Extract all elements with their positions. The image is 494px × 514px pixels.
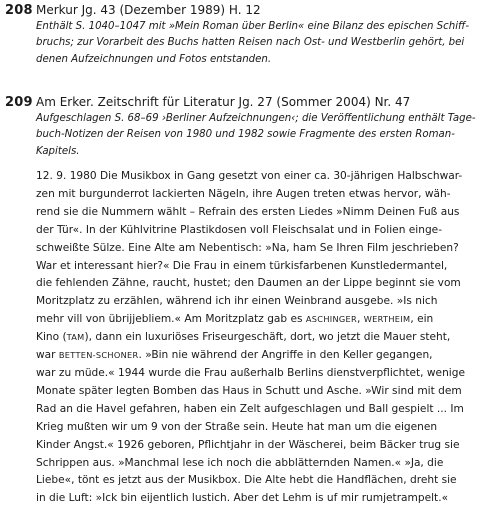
entry-number: 209 bbox=[5, 95, 33, 110]
small-caps-name: BETTEN-SCHONER bbox=[58, 350, 139, 361]
annotation-line: Aufgeschlagen S. 68–69 ›Berliner Aufzeichnungen‹; die Veröffentlichung enthält Tage- bbox=[36, 113, 476, 124]
text-line: in die Luft: »Ick bin eijentlich lustich. Aber det Lehm is uf mir rumjetrampelt.« bbox=[36, 492, 449, 505]
text-line: der Tür«. In der Kühlvitrine Plastikdosen voll Fleischsalat und in Folien einge- bbox=[36, 223, 443, 236]
text-line: Krieg mußten wir um 9 von der Straße sein. Heute hat man um die eigenen bbox=[36, 420, 438, 433]
text-line: schweißte Sülze. Eine Alte am Nebentisch: »Na, ham Se Ihren Film jeschrieben? bbox=[36, 241, 459, 254]
text-line: Kino (TAM), dann ein luxuriöses Friseurgeschäft, dort, wo jetzt die Mauer steht, bbox=[36, 331, 451, 344]
entry-title: Merkur Jg. 43 (Dezember 1989) H. 12 bbox=[36, 3, 261, 17]
entry-title: Am Erker. Zeitschrift für Literatur Jg. 27 (Sommer 2004) Nr. 47 bbox=[36, 95, 411, 109]
text-line: mehr vill von übrijjebliem.« Am Moritzplatz gab es ASCHINGER, WERTHEIM, ein bbox=[36, 313, 434, 326]
small-caps-name: WERTHEIM bbox=[363, 314, 411, 325]
text-line: Moritzplatz zu erzählen, während ich ihr einen Weinbrand ausgebe. »Is nich bbox=[36, 295, 438, 308]
text-line: Liebe«, tönt es jetzt aus der Musikbox. Die Alte hebt die Handflächen, dreht sie bbox=[36, 474, 457, 487]
text-line: Rad an die Havel gefahren, haben ein Zelt aufgeschlagen und Ball gespielt ... Im bbox=[36, 402, 464, 415]
text-line: war BETTEN-SCHONER. »Bin nie während der Angriffe in den Keller gegangen, bbox=[36, 349, 433, 362]
text-line: war zu müde.« 1944 wurde die Frau außerhalb Berlins dienstverpflichtet, wenige bbox=[36, 366, 465, 379]
annotation-line: denen Aufzeichnungen und Fotos entstanden. bbox=[36, 53, 272, 65]
text-line: Schrippen aus. »Manchmal lese ich noch die abblätternden Namen.« »Ja, die bbox=[36, 456, 444, 469]
text-line: 12. 9. 1980 Die Musikbox in Gang gesetzt von einer ca. 30-jährigen Halbschwar- bbox=[36, 170, 463, 182]
annotation-line: Kapitels. bbox=[36, 145, 80, 157]
text-line: zen mit burgunderrot lackierten Nägeln, ihre Augen treten etwas hervor, wäh- bbox=[36, 187, 451, 200]
small-caps-name: ASCHINGER bbox=[305, 314, 358, 325]
text-line: rend sie die Nummern wählt – Refrain des ersten Liedes »Nimm Deinen Fuß aus bbox=[36, 205, 460, 218]
entry-annotation bbox=[36, 111, 482, 160]
annotation-line: Enthält S. 1040–1047 mit »Mein Roman über Berlin« eine Bilanz des epischen Schiff- bbox=[36, 21, 470, 32]
annotation-line: bruchs; zur Vorarbeit des Buchs hatten Reisen nach Ost- und Westberlin gehört, bei bbox=[36, 37, 465, 49]
small-caps-name: TAM bbox=[66, 332, 85, 343]
annotation-line: buch-Notizen der Reisen von 1980 und 1982 sowie Fragmente des ersten Roman- bbox=[36, 129, 455, 141]
text-line: die fehlenden Zähne, raucht, hustet; den Daumen an der Lippe beginnt sie vom bbox=[36, 277, 461, 290]
text-line: Kinder Angst.« 1926 geboren, Pflichtjahr in der Wäscherei, beim Bäcker trug sie bbox=[36, 438, 460, 451]
text-line: War et interessant hier?« Die Frau in einem türkisfarbenen Kunstledermantel, bbox=[36, 259, 448, 272]
entry-annotation bbox=[36, 19, 482, 68]
entry-number: 208 bbox=[5, 3, 33, 18]
text-line: Monate später legten Bomben das Haus in Schutt und Asche. »Wir sind mit dem bbox=[36, 384, 462, 397]
transcription-text bbox=[36, 168, 484, 508]
